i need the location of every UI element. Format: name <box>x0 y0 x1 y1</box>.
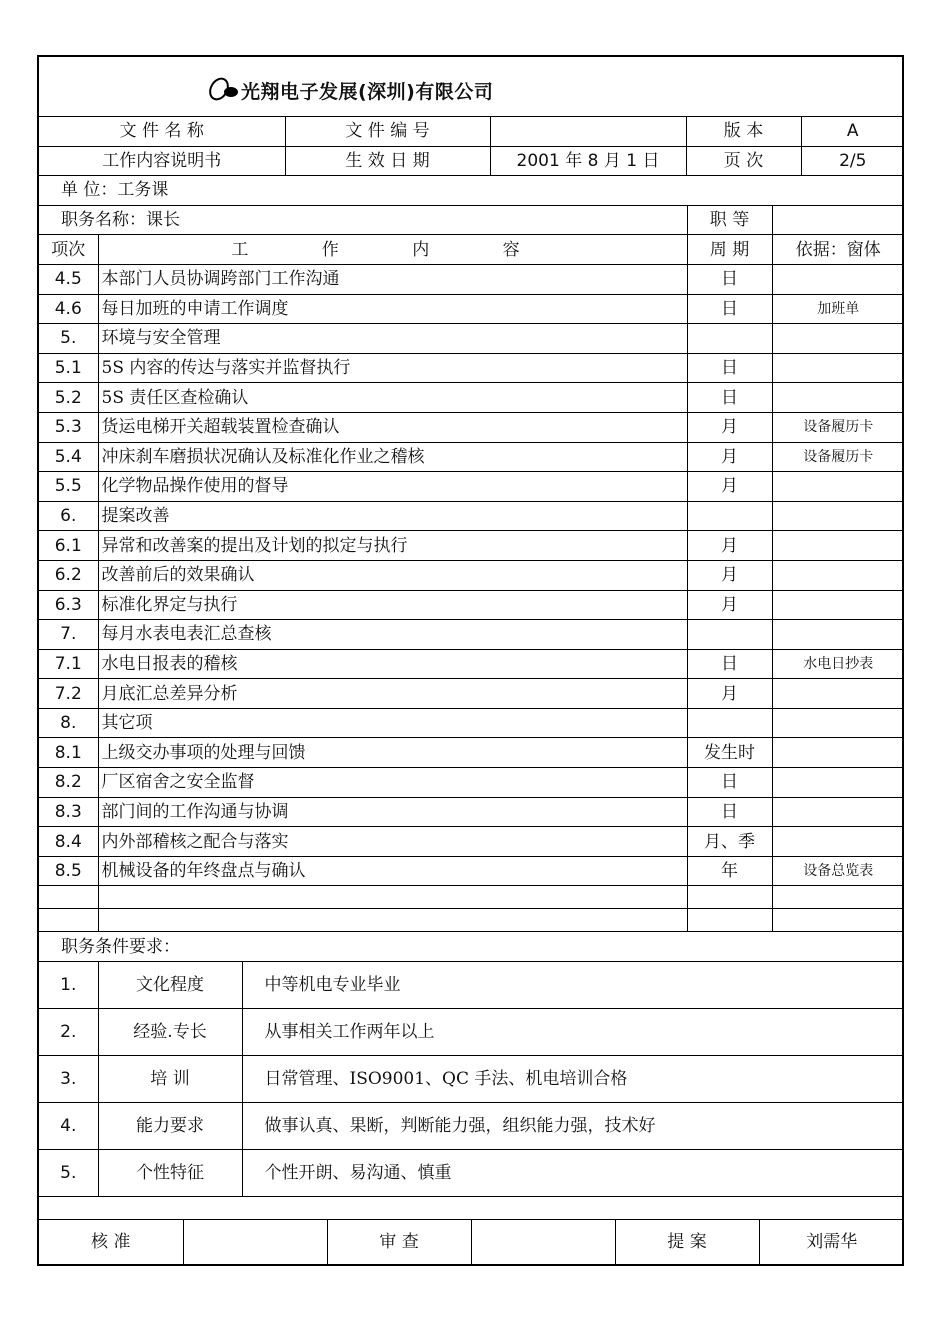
row-basis <box>772 590 904 620</box>
row-number: 6.3 <box>39 590 98 620</box>
row-content: 其它项 <box>98 708 687 738</box>
row-content: 5S 责任区查检确认 <box>98 383 687 413</box>
content-table <box>39 176 904 932</box>
company-logo-icon <box>207 76 241 102</box>
table-row <box>39 856 904 886</box>
row-content: 本部门人员协调跨部门工作沟通 <box>98 264 687 294</box>
table-row <box>39 324 904 354</box>
row-content: 货运电梯开关超载装置检查确认 <box>98 412 687 442</box>
row-cycle: 日 <box>687 649 772 679</box>
doc-no-label: 文 件 编 号 <box>285 117 490 146</box>
row-content: 水电日报表的稽核 <box>98 649 687 679</box>
row-content: 机械设备的年终盘点与确认 <box>98 856 687 886</box>
page-value: 2/5 <box>801 146 904 176</box>
requirement-number: 4. <box>39 1103 98 1150</box>
row-content: 部门间的工作沟通与协调 <box>98 797 687 827</box>
table-row <box>39 620 904 650</box>
page-label: 页 次 <box>686 146 801 176</box>
column-header-cycle: 周 期 <box>687 235 772 265</box>
blank-cell <box>98 909 687 932</box>
row-number: 8.4 <box>39 827 98 857</box>
table-row <box>39 353 904 383</box>
row-basis <box>772 531 904 561</box>
row-content: 每月水表电表汇总查核 <box>98 620 687 650</box>
row-cycle: 月 <box>687 560 772 590</box>
version-value: A <box>801 117 904 146</box>
blank-cell <box>772 909 904 932</box>
row-cycle: 月 <box>687 442 772 472</box>
row-basis <box>772 738 904 768</box>
blank-cell <box>39 1197 904 1220</box>
row-basis: 水电日抄表 <box>772 649 904 679</box>
requirement-row <box>39 1056 904 1103</box>
table-row <box>39 649 904 679</box>
requirement-label: 能力要求 <box>98 1103 242 1150</box>
requirements-title: 职务条件要求： <box>39 932 904 961</box>
table-row <box>39 294 904 324</box>
row-number: 6. <box>39 501 98 531</box>
doc-no-value <box>490 117 686 146</box>
row-number: 5.1 <box>39 353 98 383</box>
requirement-row <box>39 1150 904 1197</box>
requirement-label: 个性特征 <box>98 1150 242 1197</box>
requirement-number: 2. <box>39 1009 98 1056</box>
row-cycle: 日 <box>687 383 772 413</box>
row-content: 提案改善 <box>98 501 687 531</box>
table-row <box>39 472 904 502</box>
row-content: 月底汇总差异分析 <box>98 679 687 709</box>
requirement-label: 文化程度 <box>98 962 242 1009</box>
document-sheet <box>37 55 904 1266</box>
row-basis <box>772 797 904 827</box>
blank-cell <box>98 886 687 909</box>
approve-value <box>183 1220 327 1265</box>
row-content: 每日加班的申请工作调度 <box>98 294 687 324</box>
propose-value: 刘需华 <box>759 1220 904 1265</box>
document-header <box>39 57 902 117</box>
row-cycle: 月 <box>687 472 772 502</box>
requirement-value: 个性开朗、易沟通、慎重 <box>242 1150 904 1197</box>
row-number: 5.3 <box>39 412 98 442</box>
review-label: 审 查 <box>327 1220 471 1265</box>
blank-cell <box>772 886 904 909</box>
row-number: 7.2 <box>39 679 98 709</box>
row-basis: 设备总览表 <box>772 856 904 886</box>
requirement-value: 日常管理、ISO9001、QC 手法、机电培训合格 <box>242 1056 904 1103</box>
row-number: 5. <box>39 324 98 354</box>
row-basis <box>772 264 904 294</box>
row-cycle: 日 <box>687 264 772 294</box>
requirement-number: 5. <box>39 1150 98 1197</box>
row-content: 环境与安全管理 <box>98 324 687 354</box>
row-number: 8. <box>39 708 98 738</box>
row-number: 5.2 <box>39 383 98 413</box>
row-basis <box>772 708 904 738</box>
blank-cell <box>687 886 772 909</box>
column-header-basis: 依据：窗体 <box>772 235 904 265</box>
requirement-row <box>39 1009 904 1056</box>
column-header-content-text: 工 作 内 容 <box>231 239 554 260</box>
review-value <box>471 1220 615 1265</box>
requirement-row <box>39 962 904 1009</box>
table-row <box>39 797 904 827</box>
table-row <box>39 412 904 442</box>
table-row <box>39 768 904 798</box>
row-number: 8.2 <box>39 768 98 798</box>
row-cycle: 月 <box>687 531 772 561</box>
table-row <box>39 264 904 294</box>
row-basis: 加班单 <box>772 294 904 324</box>
table-row <box>39 708 904 738</box>
row-number: 7. <box>39 620 98 650</box>
row-basis <box>772 501 904 531</box>
column-header-content <box>98 235 687 265</box>
row-content: 异常和改善案的提出及计划的拟定与执行 <box>98 531 687 561</box>
requirement-value: 中等机电专业毕业 <box>242 962 904 1009</box>
table-row <box>39 827 904 857</box>
row-basis <box>772 324 904 354</box>
row-cycle: 日 <box>687 294 772 324</box>
requirement-row <box>39 1103 904 1150</box>
row-basis: 设备履历卡 <box>772 442 904 472</box>
grade-label: 职 等 <box>687 205 772 235</box>
requirements-table <box>39 932 904 1220</box>
requirement-number: 3. <box>39 1056 98 1103</box>
position-field: 职务名称：课长 <box>39 205 687 235</box>
row-basis <box>772 827 904 857</box>
row-number: 4.6 <box>39 294 98 324</box>
table-row <box>39 738 904 768</box>
approve-label: 核 准 <box>39 1220 183 1265</box>
row-basis <box>772 620 904 650</box>
meta-table <box>39 117 904 176</box>
requirement-value: 做事认真、果断，判断能力强，组织能力强，技术好 <box>242 1103 904 1150</box>
grade-value <box>772 205 904 235</box>
row-basis <box>772 768 904 798</box>
row-cycle: 月、季 <box>687 827 772 857</box>
table-row <box>39 442 904 472</box>
row-cycle <box>687 708 772 738</box>
row-number: 5.4 <box>39 442 98 472</box>
row-basis <box>772 679 904 709</box>
row-cycle: 月 <box>687 679 772 709</box>
row-content: 冲床刹车磨损状况确认及标准化作业之稽核 <box>98 442 687 472</box>
effective-date-value: 2001 年 8 月 1 日 <box>490 146 686 176</box>
blank-cell <box>687 909 772 932</box>
row-number: 6.1 <box>39 531 98 561</box>
row-content: 化学物品操作使用的督导 <box>98 472 687 502</box>
effective-date-label: 生 效 日 期 <box>285 146 490 176</box>
table-row <box>39 679 904 709</box>
propose-label: 提 案 <box>615 1220 759 1265</box>
blank-cell <box>39 886 98 909</box>
column-header-no: 项次 <box>39 235 98 265</box>
row-basis: 设备履历卡 <box>772 412 904 442</box>
row-cycle: 年 <box>687 856 772 886</box>
row-content: 内外部稽核之配合与落实 <box>98 827 687 857</box>
row-cycle <box>687 324 772 354</box>
table-row <box>39 501 904 531</box>
row-content: 标准化界定与执行 <box>98 590 687 620</box>
unit-field: 单 位：工务课 <box>39 176 904 205</box>
doc-name-label: 文 件 名 称 <box>39 117 285 146</box>
row-cycle: 日 <box>687 797 772 827</box>
requirement-rows <box>39 962 904 1197</box>
row-cycle: 发生时 <box>687 738 772 768</box>
signature-table <box>39 1220 904 1265</box>
requirement-label: 培 训 <box>98 1056 242 1103</box>
row-basis <box>772 472 904 502</box>
row-cycle: 月 <box>687 590 772 620</box>
company-name: 光翔电子发展(深圳)有限公司 <box>241 81 494 103</box>
row-content: 厂区宿舍之安全监督 <box>98 768 687 798</box>
requirement-value: 从事相关工作两年以上 <box>242 1009 904 1056</box>
row-basis <box>772 383 904 413</box>
row-content: 改善前后的效果确认 <box>98 560 687 590</box>
doc-name-value: 工作内容说明书 <box>39 146 285 176</box>
row-cycle: 日 <box>687 768 772 798</box>
row-content: 5S 内容的传达与落实并监督执行 <box>98 353 687 383</box>
row-number: 6.2 <box>39 560 98 590</box>
row-content: 上级交办事项的处理与回馈 <box>98 738 687 768</box>
row-number: 7.1 <box>39 649 98 679</box>
table-row <box>39 560 904 590</box>
row-cycle <box>687 501 772 531</box>
row-number: 8.1 <box>39 738 98 768</box>
row-number: 4.5 <box>39 264 98 294</box>
row-number: 8.5 <box>39 856 98 886</box>
row-basis <box>772 353 904 383</box>
table-row <box>39 590 904 620</box>
row-number: 8.3 <box>39 797 98 827</box>
requirement-number: 1. <box>39 962 98 1009</box>
task-rows <box>39 264 904 885</box>
row-cycle: 日 <box>687 353 772 383</box>
table-row <box>39 383 904 413</box>
table-row <box>39 531 904 561</box>
row-basis <box>772 560 904 590</box>
requirement-label: 经验.专长 <box>98 1009 242 1056</box>
row-cycle: 月 <box>687 412 772 442</box>
row-number: 5.5 <box>39 472 98 502</box>
version-label: 版 本 <box>686 117 801 146</box>
row-cycle <box>687 620 772 650</box>
blank-cell <box>39 909 98 932</box>
